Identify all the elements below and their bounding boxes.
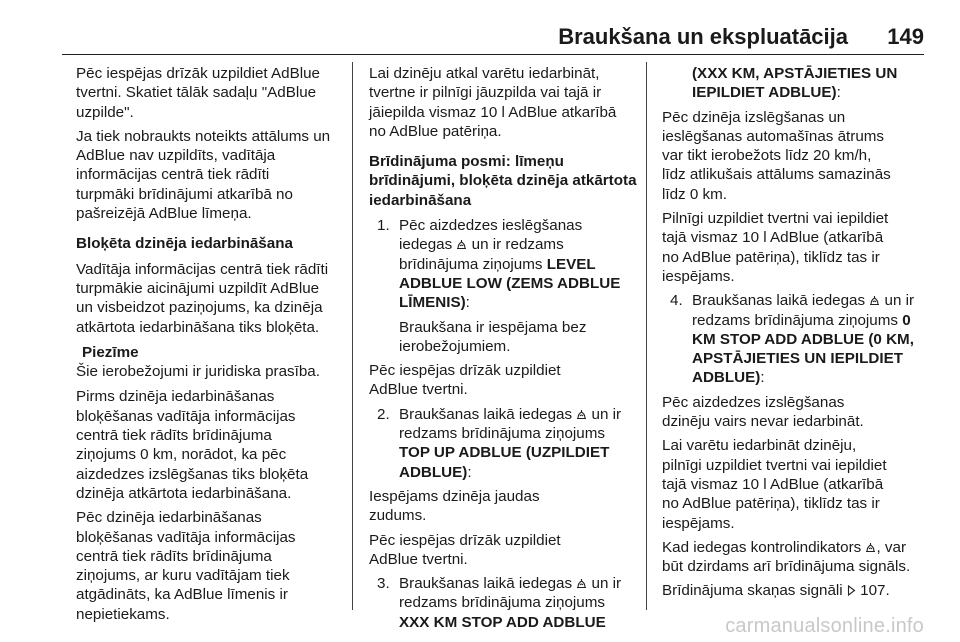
column-1	[76, 64, 330, 629]
paragraph: Pēc dzinēja iedarbināšanas bloķēšanas vadītāja informācijas centrā tiek rādīts brīdinājuma ziņojums, ar kuru vadītājam tiek atgādināts, ka AdBlue līmenis ir nepietiekams.	[76, 509, 296, 623]
paragraph: Pēc iespējas drīzāk uzpildiet AdBlue tvertni.	[369, 362, 561, 399]
note-title: Piezīme	[82, 343, 139, 361]
watermark: carmanualsonline.info	[725, 615, 924, 637]
paragraph: Lai dzinēju atkal varētu iedarbināt, tvertne ir pilnīgi jāuzpilda vai tajā ir jāiepilda vismaz 10 l AdBlue atkarībā no AdBlue patēriņa.	[369, 65, 617, 140]
list-item: 1. Pēc aizdedzes ieslēgšanas iedegas un ir redzams brīdinājuma ziņojums LEVEL ADBLUE LOW (ZEMS ADBLUE LĪMENIS):	[369, 216, 637, 312]
column-3	[662, 64, 914, 606]
page-number: 149	[887, 24, 924, 49]
paragraph: Braukšana ir iespējama bez ierobežojumiem.	[399, 318, 587, 355]
list-number: 3.	[377, 575, 390, 593]
page-title: Braukšana un ekspluatācija	[558, 24, 848, 49]
paragraph: (XXX KM, APSTĀJIETIES UN IEPILDIET ADBLUE):	[692, 65, 898, 102]
page-reference-link[interactable]: 107.	[860, 582, 890, 600]
paragraph: Lai varētu iedarbināt dzinēju, pilnīgi uzpildiet tvertni vai iepildiet tajā vismaz 10 l AdBlue (atkarībā no AdBlue patēriņa), tiklīdz tas ir iespējams.	[662, 437, 887, 532]
adblue-warning-icon	[576, 409, 587, 420]
section-heading: Brīdinājuma posmi: līmeņu brīdinājumi, bloķēta dzinēja atkārtota iedarbināšana	[369, 153, 637, 209]
page-header	[0, 0, 960, 56]
paragraph: Pirms dzinēja iedarbināšanas bloķēšanas vadītāja informācijas centrā tiek rādīts brīdinājuma ziņojums 0 km, norādot, ka pēc aizdedzes izslēgšanas tiks bloķēta dzinēja atkārtota iedarbināšana.	[76, 388, 309, 502]
column-2	[369, 64, 637, 637]
paragraph: Iespējams dzinēja jaudas zudums.	[369, 487, 540, 525]
adblue-warning-icon	[576, 578, 587, 589]
header-rule	[62, 54, 924, 55]
paragraph: Pēc dzinēja izslēgšanas un ieslēgšanas automašīnas ātrums var tikt ierobežots līdz 20 km/h, līdz atlikušais attālums samazinās līdz 0 km.	[662, 108, 891, 203]
paragraph: Brīdinājuma skaņas signāli 107.	[662, 582, 890, 600]
paragraph: Kad iedegas kontrolindikators , var būt dzirdams arī brīdinājuma signāls.	[662, 538, 911, 576]
note	[76, 343, 330, 382]
list-item: 4. Braukšanas laikā iedegas un ir redzams brīdinājuma ziņojums 0 KM STOP ADD ADBLUE (0 KM, APSTĀJIETIES UN IEPILDIET ADBLUE):	[662, 291, 914, 387]
paragraph: Pēc iespējas drīzāk uzpildiet AdBlue tvertni.	[369, 531, 561, 568]
list-number: 4.	[670, 292, 683, 310]
adblue-warning-icon	[869, 295, 880, 306]
column-divider-1	[352, 62, 353, 610]
list-number: 2.	[377, 405, 390, 423]
list-item: 2. Braukšanas laikā iedegas un ir redzams brīdinājuma ziņojums TOP UP ADBLUE (UZPILDIET ADBLUE):	[369, 405, 637, 482]
adblue-warning-icon	[456, 239, 467, 250]
paragraph: Ja tiek nobraukts noteikts attālums un AdBlue nav uzpildīts, vadītāja informācijas centrā tiek rādīti turpmāki brīdinājumi atkarībā no pašreizējā AdBlue līmeņa.	[76, 127, 331, 223]
list-item: 3. Braukšanas laikā iedegas un ir redzams brīdinājuma ziņojums XXX KM STOP ADD ADBLUE	[369, 574, 637, 632]
note-body: Šie ierobežojumi ir juridiska prasība.	[76, 363, 320, 381]
paragraph: Vadītāja informācijas centrā tiek rādīti turpmākie aicinājumi uzpildīt AdBlue un visbeidzot paziņojums, ka dzinēja atkārtota iedarbināšana tiks bloķēta.	[76, 260, 329, 336]
paragraph: Pēc aizdedzes izslēgšanas dzinēju vairs nevar iedarbināt.	[662, 393, 864, 431]
section-heading: Bloķēta dzinēja iedarbināšana	[76, 235, 293, 253]
reference-arrow-icon[interactable]	[847, 582, 856, 593]
paragraph: Pilnīgi uzpildiet tvertni vai iepildiet tajā vismaz 10 l AdBlue (atkarībā no AdBlue patēriņa), tiklīdz tas ir iespējams.	[662, 210, 889, 285]
list-number: 1.	[377, 217, 390, 235]
adblue-warning-icon	[865, 542, 876, 553]
paragraph: Pēc iespējas drīzāk uzpildiet AdBlue tvertni. Skatiet tālāk sadaļu "AdBlue uzpilde".	[76, 65, 320, 121]
column-divider-2	[646, 62, 647, 610]
